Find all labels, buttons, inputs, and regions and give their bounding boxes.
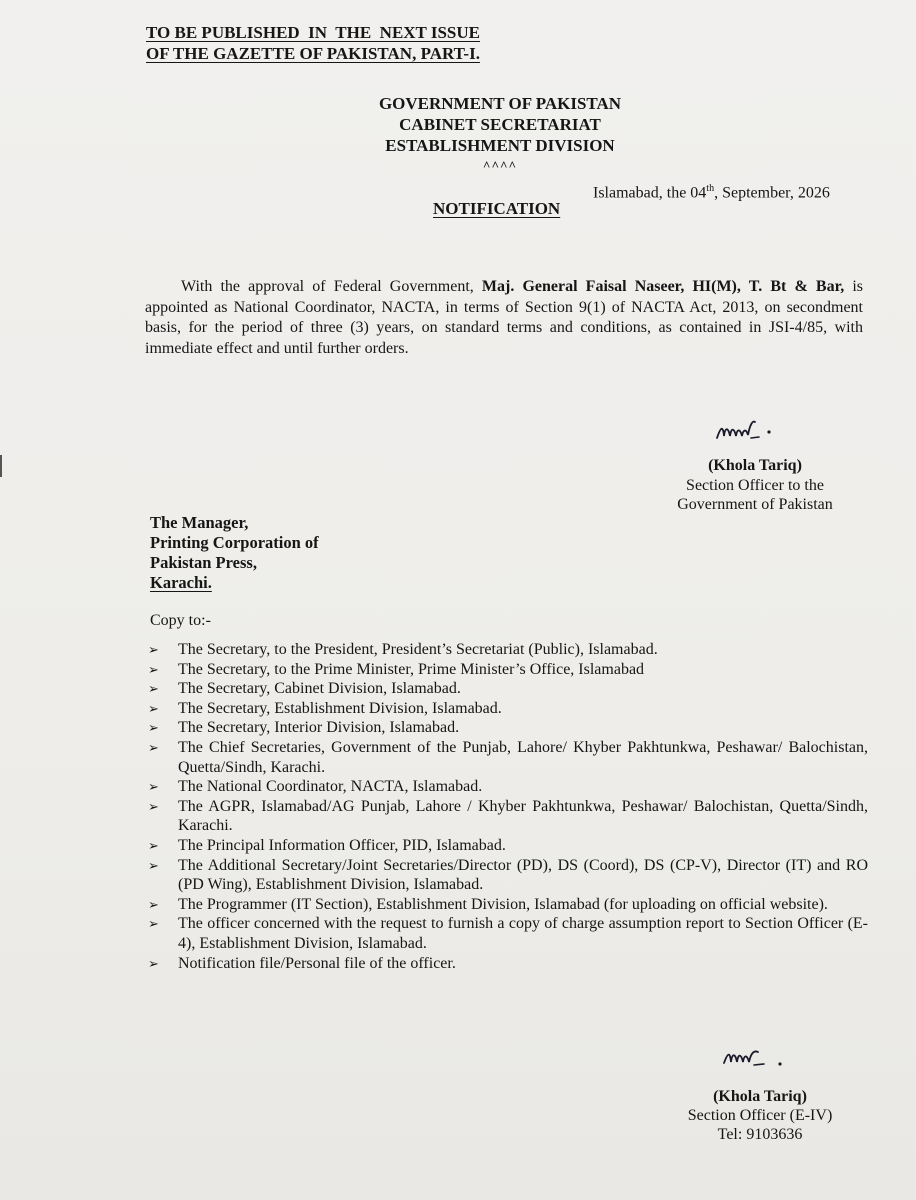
arrow-bullet-icon: ➢ bbox=[148, 681, 159, 697]
arrow-bullet-icon: ➢ bbox=[148, 955, 159, 971]
addressee-block bbox=[150, 513, 319, 593]
copy-list-item bbox=[148, 954, 868, 974]
signatory-designation-2: Section Officer (E-IV) bbox=[687, 1107, 833, 1124]
government-line-1: GOVERNMENT OF PAKISTAN bbox=[378, 94, 622, 113]
signature-icon bbox=[715, 416, 775, 446]
gazette-publication-header bbox=[146, 22, 480, 64]
signatory-name-1: (Khola Tariq) bbox=[708, 457, 802, 474]
notification-title: NOTIFICATION bbox=[433, 199, 561, 218]
date-ordinal: th bbox=[706, 183, 715, 194]
copy-list-item bbox=[148, 640, 868, 660]
heading-marks: ^^^^ bbox=[482, 158, 518, 173]
copy-list-item bbox=[148, 836, 868, 856]
arrow-bullet-icon: ➢ bbox=[148, 739, 159, 755]
arrow-bullet-icon: ➢ bbox=[148, 700, 159, 716]
copy-list-item bbox=[148, 797, 868, 836]
copy-to-list bbox=[148, 640, 868, 973]
signature-icon bbox=[722, 1043, 792, 1073]
addressee-line-4: Karachi. bbox=[150, 573, 212, 592]
body-details: is appointed as National Coordinator, NACTA, in terms of Section 9(1) of NACTA Act, 2013, on secondment basis, for the period of three (3) years, on standard terms and conditions, as contained in JSI-4/85, with immediate effect and until further orders. bbox=[145, 278, 863, 357]
copy-list-item bbox=[148, 856, 868, 895]
addressee-line-3: Pakistan Press, bbox=[150, 553, 257, 572]
signature-block-1 bbox=[630, 456, 880, 515]
copy-list-item-text: The Secretary, to the President, President’s Secretariat (Public), Islamabad. bbox=[178, 641, 658, 658]
scan-edge-mark bbox=[0, 455, 2, 477]
date-prefix: Islamabad, the 04 bbox=[593, 184, 707, 202]
copy-list-item bbox=[148, 679, 868, 699]
body-intro: With the approval of Federal Government, bbox=[181, 278, 482, 295]
copy-list-item bbox=[148, 699, 868, 719]
copy-list-item bbox=[148, 895, 868, 915]
signature-block-2 bbox=[660, 1087, 860, 1144]
copy-list-item-text: The AGPR, Islamabad/AG Punjab, Lahore / Khyber Pakhtunkwa, Peshawar/ Balochistan, Quetta/Sindh, Karachi. bbox=[178, 797, 868, 835]
copy-list-item-text: The Secretary, to the Prime Minister, Prime Minister’s Office, Islamabad bbox=[178, 660, 645, 678]
notification-body bbox=[145, 277, 863, 359]
copy-list-item-text: Notification file/Personal file of the officer. bbox=[178, 954, 456, 972]
date-rest: , September, 2026 bbox=[714, 184, 830, 202]
copy-to-label: Copy to:- bbox=[150, 612, 211, 629]
arrow-bullet-icon: ➢ bbox=[148, 642, 159, 657]
arrow-bullet-icon: ➢ bbox=[148, 896, 159, 912]
arrow-bullet-icon: ➢ bbox=[148, 837, 159, 853]
copy-list-item-text: The National Coordinator, NACTA, Islamabad. bbox=[178, 778, 483, 796]
arrow-bullet-icon: ➢ bbox=[148, 661, 159, 677]
signatory-tel: Tel: 9103636 bbox=[717, 1126, 803, 1143]
government-heading bbox=[340, 93, 660, 156]
gazette-line-1: TO BE PUBLISHED IN THE NEXT ISSUE bbox=[146, 23, 480, 42]
copy-list-item bbox=[148, 718, 868, 738]
copy-list-item-text: The Secretary, Cabinet Division, Islamabad. bbox=[178, 680, 461, 698]
copy-list-item bbox=[148, 914, 868, 953]
copy-list-item-text: The Additional Secretary/Joint Secretaries/Director (PD), DS (Coord), DS (CP-V), Director (IT) and RO (PD Wing), Establishment Division, Islamabad. bbox=[178, 856, 868, 894]
government-line-2: CABINET SECRETARIAT bbox=[399, 115, 601, 134]
signatory-designation-1a: Section Officer to the bbox=[686, 476, 824, 494]
copy-list-item bbox=[148, 777, 868, 797]
arrow-bullet-icon: ➢ bbox=[148, 857, 159, 873]
date-line bbox=[593, 183, 830, 202]
appointee-name: Maj. General Faisal Naseer, HI(M), T. Bt & Bar, bbox=[481, 278, 845, 295]
government-line-3: ESTABLISHMENT DIVISION bbox=[385, 136, 615, 155]
arrow-bullet-icon: ➢ bbox=[148, 720, 159, 736]
copy-list-item-text: The Secretary, Interior Division, Islamabad. bbox=[178, 719, 460, 737]
gazette-line-2: OF THE GAZETTE OF PAKISTAN, PART-I. bbox=[146, 44, 480, 63]
copy-list-item-text: The Programmer (IT Section), Establishment Division, Islamabad (for uploading on official website). bbox=[178, 895, 828, 913]
copy-list-item bbox=[148, 660, 868, 680]
addressee-line-1: The Manager, bbox=[150, 513, 249, 532]
copy-list-item-text: The Principal Information Officer, PID, Islamabad. bbox=[178, 836, 506, 854]
copy-list-item bbox=[148, 738, 868, 777]
arrow-bullet-icon: ➢ bbox=[148, 779, 159, 795]
signatory-designation-1b: Government of Pakistan bbox=[677, 496, 833, 513]
arrow-bullet-icon: ➢ bbox=[148, 798, 159, 814]
addressee-line-2: Printing Corporation of bbox=[150, 533, 319, 552]
copy-list-item-text: The officer concerned with the request to furnish a copy of charge assumption report to Section Officer (E-4), Establishment Division, Islamabad. bbox=[178, 915, 868, 952]
copy-list-item-text: The Chief Secretaries, Government of the Punjab, Lahore/ Khyber Pakhtunkwa, Peshawar/ Balochistan, Quetta/Sindh, Karachi. bbox=[178, 738, 868, 776]
signatory-name-2: (Khola Tariq) bbox=[713, 1088, 807, 1105]
copy-list-item-text: The Secretary, Establishment Division, Islamabad. bbox=[178, 699, 502, 717]
arrow-bullet-icon: ➢ bbox=[148, 916, 159, 932]
